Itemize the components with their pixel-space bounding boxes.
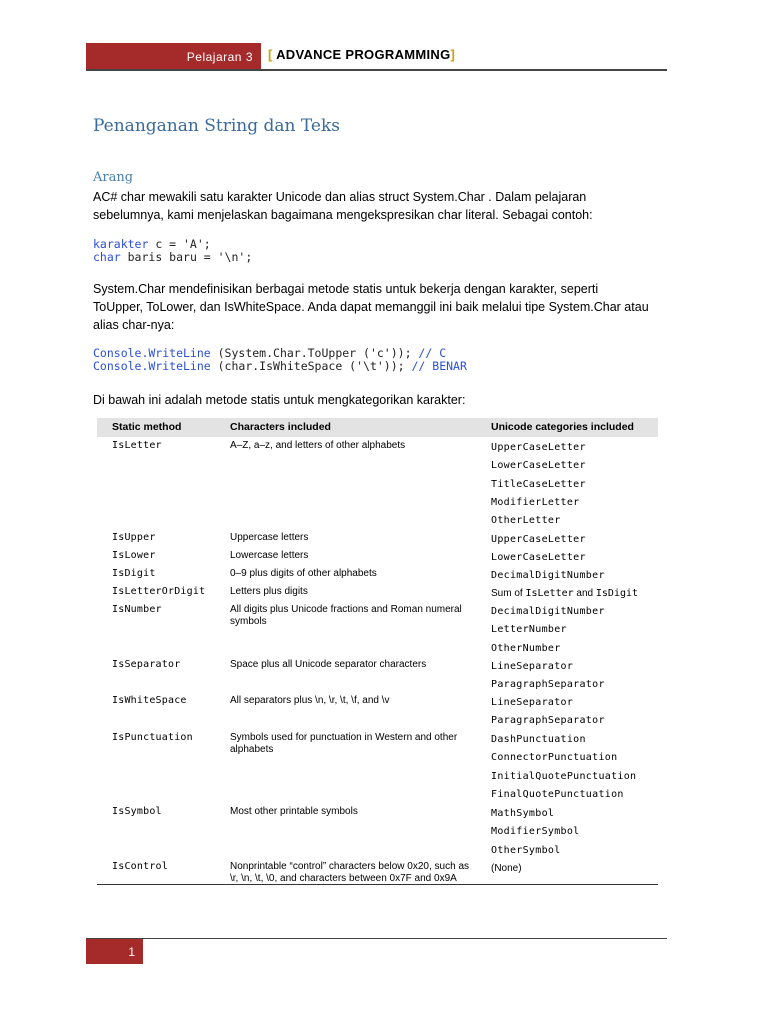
paragraph-line: ToUpper, ToLower, dan IsWhiteSpace. Anda dapat memanggil ini baik melalui tipe System.Char atau: [93, 300, 649, 314]
code-block-2: [93, 347, 467, 373]
table-header: [97, 418, 658, 437]
category: LetterNumber: [491, 624, 567, 636]
header-characters-included: Characters included: [230, 421, 331, 433]
category: InitialQuotePunctuation: [491, 770, 637, 782]
category: OtherLetter: [491, 515, 561, 527]
chars-included: Space plus all Unicode separator characters: [230, 659, 427, 670]
table-bottom-rule: [97, 884, 658, 885]
chars-included: Nonprintable “control” characters below 0x20, such as \r, \n, \t, \0, and characters between 0x7F and 0x9A: [230, 861, 470, 884]
paragraph-line: AC# char mewakili satu karakter Unicode dan alias struct System.Char . Dalam pelajaran: [93, 190, 587, 204]
category: LineSeparator: [491, 661, 574, 672]
bracket-close: ]: [450, 47, 456, 62]
code-text: (char.IsWhiteSpace ('\t'));: [210, 359, 412, 373]
category: ModifierLetter: [491, 496, 580, 508]
category: UpperCaseLetter: [491, 534, 586, 545]
category-text: Sum of: [491, 588, 526, 599]
table-row: [97, 565, 658, 583]
unicode-categories: [491, 439, 661, 530]
table-row: [97, 729, 658, 803]
chars-included: A–Z, a–z, and letters of other alphabets: [230, 440, 406, 451]
method-name: IsLetterOrDigit: [112, 586, 206, 597]
page-number-box: [86, 939, 143, 964]
paragraph-line: System.Char mendefinisikan berbagai metode statis untuk bekerja dengan karakter, seperti: [93, 282, 599, 296]
header-static-method: Static method: [112, 421, 182, 433]
code-keyword: karakter: [93, 237, 149, 251]
paragraph-line: sebelumnya, kami menjelaskan bagaimana mengekspresikan char literal. Sebagai contoh:: [93, 208, 593, 222]
method-name: IsNumber: [112, 604, 162, 615]
code-text: (System.Char.ToUpper ('c'));: [210, 346, 419, 360]
unicode-categories: [491, 658, 661, 695]
header-course: ADVANCE PROGRAMMING: [272, 47, 451, 62]
table-row: [97, 803, 658, 858]
method-name: IsSeparator: [112, 659, 181, 670]
header-lesson-box: [86, 43, 261, 70]
method-name: IsSymbol: [112, 806, 162, 817]
method-name: IsDigit: [112, 568, 156, 579]
category: DecimalDigitNumber: [491, 606, 605, 617]
method-name: IsLetter: [112, 440, 162, 451]
page-title: Penanganan String dan Teks: [93, 116, 340, 136]
category: UpperCaseLetter: [491, 442, 586, 453]
unicode-categories: [491, 603, 661, 658]
category-text: and: [573, 588, 596, 599]
header-unicode-categories: Unicode categories included: [491, 421, 634, 433]
category: LineSeparator: [491, 697, 574, 708]
header-divider: [86, 69, 667, 71]
method-name: IsControl: [112, 861, 168, 872]
category-code: IsDigit: [595, 588, 639, 599]
category-code: IsLetter: [525, 588, 574, 599]
code-line: [93, 360, 467, 373]
chars-included: Letters plus digits: [230, 586, 308, 597]
paragraph-table-intro: Di bawah ini adalah metode statis untuk mengkategorikan karakter:: [93, 393, 466, 407]
header-lesson: Pelajaran 3: [186, 49, 253, 64]
category: ParagraphSeparator: [491, 679, 605, 691]
chars-included: Symbols used for punctuation in Western and other alphabets: [230, 732, 458, 755]
code-keyword: Console.WriteLine: [93, 346, 211, 360]
table-row: [97, 583, 658, 601]
category: LowerCaseLetter: [491, 552, 586, 563]
code-keyword: Console.WriteLine: [93, 359, 211, 373]
chars-included: All separators plus \n, \r, \t, \f, and \v: [230, 695, 390, 706]
category: FinalQuotePunctuation: [491, 788, 624, 800]
paragraph-intro: [93, 188, 673, 224]
category: DecimalDigitNumber: [491, 570, 605, 581]
table-row: [97, 529, 658, 547]
method-name: IsWhiteSpace: [112, 695, 187, 706]
page-number: 1: [128, 944, 135, 959]
unicode-categories: [491, 731, 661, 804]
footer-divider: [86, 938, 667, 939]
table-row: [97, 601, 658, 656]
table-row: [97, 656, 658, 692]
section-heading: Arang: [93, 170, 134, 185]
char-methods-table: [97, 418, 658, 888]
category: LowerCaseLetter: [491, 460, 586, 472]
chars-included: All digits plus Unicode fractions and Roman numeral symbols: [230, 604, 462, 627]
chars-included: Uppercase letters: [230, 532, 309, 543]
unicode-categories: [491, 694, 661, 731]
category: ParagraphSeparator: [491, 715, 605, 727]
category: (None): [491, 863, 522, 874]
category: MathSymbol: [491, 808, 555, 819]
category: OtherNumber: [491, 642, 561, 654]
table-row: [97, 692, 658, 729]
table-row: [97, 437, 658, 529]
category: TitleCaseLetter: [491, 478, 586, 490]
category: OtherSymbol: [491, 844, 561, 856]
code-line: [93, 251, 252, 264]
method-name: IsLower: [112, 550, 156, 561]
code-text: c = 'A';: [148, 237, 211, 251]
table-row: [97, 547, 658, 565]
bracket-open: [: [268, 47, 273, 62]
method-name: IsUpper: [112, 532, 156, 543]
category: DashPunctuation: [491, 734, 586, 745]
paragraph-methods: [93, 280, 673, 334]
paragraph-line: alias char-nya:: [93, 318, 175, 332]
method-name: IsPunctuation: [112, 732, 193, 743]
code-text: baris baru = '\n';: [120, 250, 253, 264]
code-keyword: char: [93, 250, 121, 264]
chars-included: 0–9 plus digits of other alphabets: [230, 568, 377, 579]
chars-included: Most other printable symbols: [230, 806, 358, 817]
category: ModifierSymbol: [491, 826, 580, 838]
chars-included: Lowercase letters: [230, 550, 309, 561]
header-course-title: [268, 47, 455, 62]
category: ConnectorPunctuation: [491, 752, 618, 764]
code-comment: // BENAR: [411, 359, 467, 373]
code-block-1: [93, 238, 252, 264]
code-comment: // C: [418, 346, 447, 360]
unicode-categories: [491, 860, 661, 878]
unicode-categories: [491, 805, 661, 860]
